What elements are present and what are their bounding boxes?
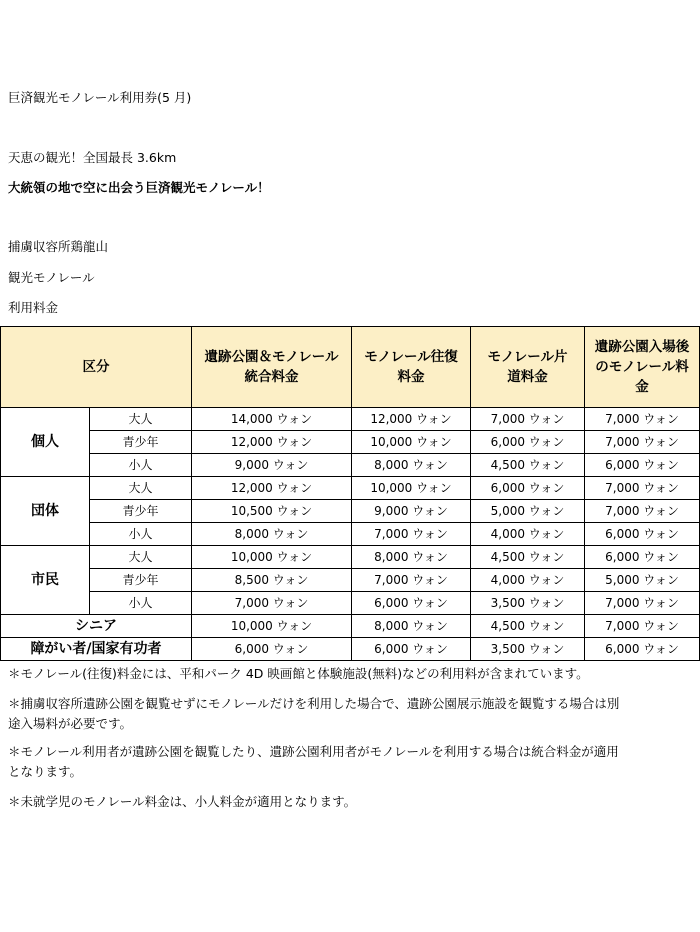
headline: 大統領の地で空に出会う巨済観光モノレール！ [8, 180, 270, 195]
table-row [1, 408, 700, 431]
price-cell: 5,000 ウォン [585, 569, 700, 592]
price-cell: 3,500 ウォン [471, 592, 585, 615]
table-row [1, 615, 700, 638]
price-cell: 6,000 ウォン [471, 477, 585, 500]
table-row [1, 523, 700, 546]
price-cell: 6,000 ウォン [352, 638, 471, 661]
price-cell: 4,500 ウォン [471, 546, 585, 569]
row-category: 小人 [90, 592, 192, 615]
row-category: 青少年 [90, 431, 192, 454]
price-cell: 7,000 ウォン [352, 523, 471, 546]
row-category: 青少年 [90, 569, 192, 592]
price-cell: 6,000 ウォン [352, 592, 471, 615]
footnote: ＊モノレール利用者が遺跡公園を観覧したり、遺跡公園利用者がモノレールを利用する場合は統合料金が適用となります。 [8, 744, 619, 779]
price-cell: 7,000 ウォン [585, 408, 700, 431]
table-row [1, 500, 700, 523]
price-cell: 9,000 ウォン [352, 500, 471, 523]
tagline: 天恵の観光！全国最長 3.6km [8, 150, 177, 165]
footnote: ＊捕虜収容所遺跡公園を観覧せずにモノレールだけを利用した場合で、遺跡公園展示施設を観覧する場合は別途入場料が必要です。 [8, 696, 620, 731]
column-header-combined: 遺跡公園＆モノレール統合料金 [192, 327, 352, 408]
price-cell: 6,000 ウォン [585, 546, 700, 569]
price-cell: 14,000 ウォン [192, 408, 352, 431]
column-header-one-way: モノレール片道料金 [471, 327, 585, 408]
price-cell: 8,000 ウォン [352, 454, 471, 477]
price-cell: 8,000 ウォン [352, 615, 471, 638]
column-header-after-park: 遺跡公園入場後のモノレール料金 [585, 327, 700, 408]
group-label: 市民 [1, 546, 90, 615]
fee-table [0, 326, 700, 661]
price-cell: 10,000 ウォン [352, 477, 471, 500]
row-label-senior: シニア [1, 615, 192, 638]
row-category: 小人 [90, 454, 192, 477]
price-cell: 10,000 ウォン [352, 431, 471, 454]
price-cell: 6,000 ウォン [192, 638, 352, 661]
price-cell: 3,500 ウォン [471, 638, 585, 661]
price-cell: 6,000 ウォン [585, 523, 700, 546]
column-header-round-trip: モノレール往復料金 [352, 327, 471, 408]
footnote: ＊モノレール(往復)料金には、平和パーク 4D 映画館と体験施設(無料)などの利用料が含まれています。 [8, 666, 589, 681]
price-cell: 8,000 ウォン [352, 546, 471, 569]
table-row [1, 592, 700, 615]
footnote: ＊未就学児のモノレール料金は、小人料金が適用となります。 [8, 794, 357, 809]
price-cell: 9,000 ウォン [192, 454, 352, 477]
table-row [1, 569, 700, 592]
price-cell: 12,000 ウォン [352, 408, 471, 431]
price-cell: 7,000 ウォン [352, 569, 471, 592]
row-category: 大人 [90, 546, 192, 569]
price-cell: 5,000 ウォン [471, 500, 585, 523]
price-cell: 12,000 ウォン [192, 431, 352, 454]
price-cell: 4,500 ウォン [471, 454, 585, 477]
section-heading: 利用料金 [8, 300, 59, 315]
column-header-category: 区分 [1, 327, 192, 408]
price-cell: 8,500 ウォン [192, 569, 352, 592]
row-category: 大人 [90, 408, 192, 431]
group-label: 個人 [1, 408, 90, 477]
price-cell: 6,000 ウォン [471, 431, 585, 454]
row-category: 大人 [90, 477, 192, 500]
row-label-disabled-veterans: 障がい者/国家有功者 [1, 638, 192, 661]
price-cell: 10,000 ウォン [192, 615, 352, 638]
price-cell: 10,500 ウォン [192, 500, 352, 523]
table-row [1, 638, 700, 661]
price-cell: 6,000 ウォン [585, 638, 700, 661]
price-cell: 6,000 ウォン [585, 454, 700, 477]
attraction-name: 観光モノレール [8, 270, 95, 285]
table-row [1, 454, 700, 477]
price-cell: 4,000 ウォン [471, 569, 585, 592]
price-cell: 8,000 ウォン [192, 523, 352, 546]
price-cell: 4,000 ウォン [471, 523, 585, 546]
price-cell: 7,000 ウォン [585, 477, 700, 500]
row-category: 青少年 [90, 500, 192, 523]
table-row [1, 546, 700, 569]
table-row [1, 477, 700, 500]
document-title: 巨済観光モノレール利用券(5 月) [8, 90, 192, 105]
price-cell: 10,000 ウォン [192, 546, 352, 569]
price-cell: 7,000 ウォン [471, 408, 585, 431]
row-category: 小人 [90, 523, 192, 546]
price-cell: 7,000 ウォン [192, 592, 352, 615]
place-name: 捕虜収容所鶏龍山 [8, 239, 109, 254]
table-row [1, 431, 700, 454]
price-cell: 4,500 ウォン [471, 615, 585, 638]
group-label: 団体 [1, 477, 90, 546]
price-cell: 7,000 ウォン [585, 500, 700, 523]
price-cell: 7,000 ウォン [585, 431, 700, 454]
price-cell: 7,000 ウォン [585, 592, 700, 615]
table-header-row [1, 327, 700, 408]
price-cell: 12,000 ウォン [192, 477, 352, 500]
price-cell: 7,000 ウォン [585, 615, 700, 638]
